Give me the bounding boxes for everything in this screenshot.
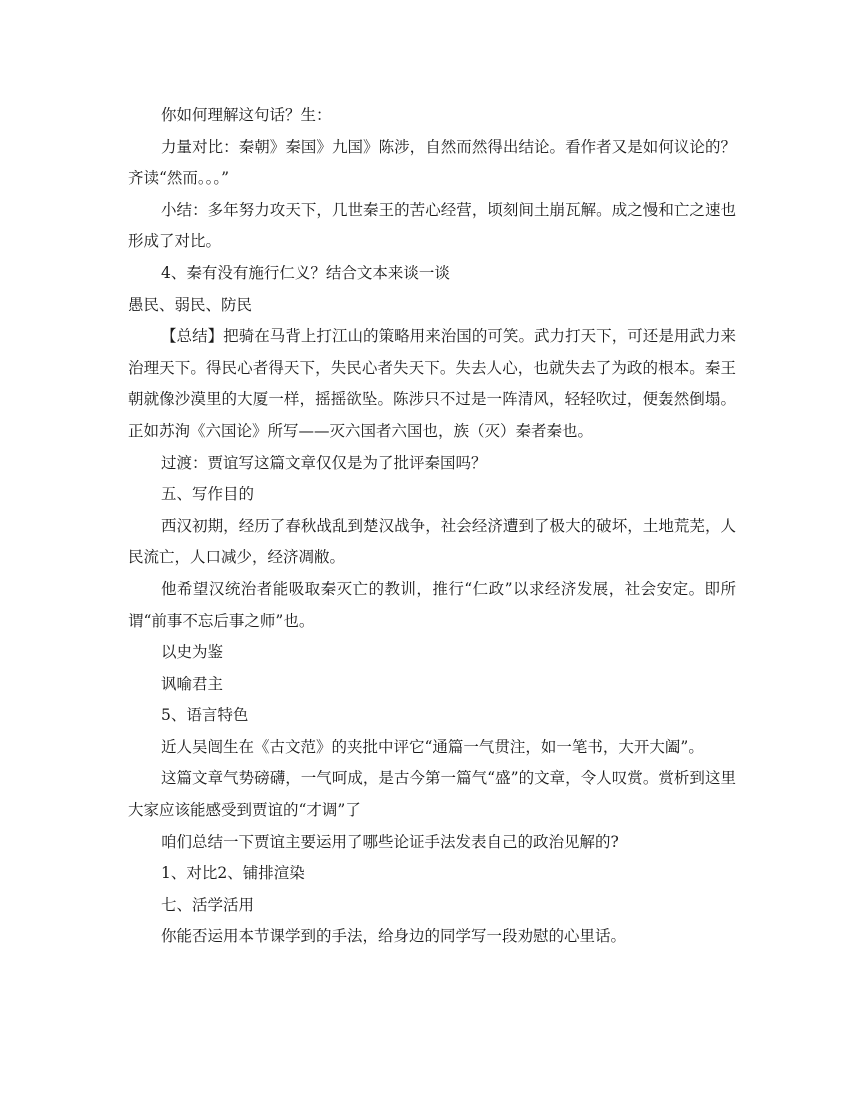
language-heading: 5、语言特色 (161, 706, 249, 725)
summary-question-paragraph: 咱们总结一下贾谊主要运用了哪些论证手法发表自己的政治见解的? (161, 832, 619, 851)
summary-paragraph: 小结：多年努力攻天下，几世秦王的苦心经营，顷刻间土崩瓦解。成之慢和亡之速也形成了对比。 (128, 200, 736, 251)
transition-paragraph: 过渡：贾谊写这篇文章仅仅是为了批评秦国吗？ (161, 453, 487, 472)
purpose-point-1: 以史为鉴 (161, 643, 224, 662)
document-body (128, 100, 736, 953)
conclusion-paragraph: 【总结】把骑在马背上打江山的策略用来治国的可笑。武力打天下，可还是用武力来治理天下。得民心者得天下，失民心者失天下。失去人心，也就失去了为政的根本。秦王朝就像沙漠里的大厦一样，摇摇欲坠。陈涉只不过是一阵清风，轻轻吹过，便轰然倒塌。正如苏洵《六国论》所写——灭六国者六国也，族（灭）秦者秦也。 (128, 327, 736, 440)
techniques-line: 1、对比2、铺排渲染 (161, 864, 305, 883)
section-4-heading: 4、秦有没有施行仁义？结合文本来谈一谈 (161, 263, 450, 282)
critic-quote-paragraph: 近人吴闿生在《古文范》的夹批中评它“通篇一气贯注，如一笔书，大开大阖”。 (161, 737, 704, 756)
power-comparison-paragraph: 力量对比：秦朝》秦国》九国》陈涉，自然而然得出结论。看作者又是如何议论的？齐读“然而。。。” (128, 137, 736, 188)
purpose-point-2: 讽喻君主 (161, 674, 224, 693)
appreciation-paragraph: 这篇文章气势磅礴，一气呵成，是古今第一篇气“盛”的文章，令人叹赏。赏析到这里大家应该能感受到贾谊的“才调”了 (128, 769, 736, 820)
policy-list-line: 愚民、弱民、防民 (128, 295, 253, 314)
section-7-heading: 七、活学活用 (161, 895, 255, 914)
purpose-paragraph: 他希望汉统治者能吸取秦灭亡的教训，推行“仁政”以求经济发展，社会安定。即所谓“前事不忘后事之师”也。 (128, 579, 736, 630)
exercise-paragraph: 你能否运用本节课学到的手法，给身边的同学写一段劝慰的心里话。 (161, 927, 627, 946)
section-5-heading: 五、写作目的 (161, 485, 255, 504)
question-paragraph: 你如何理解这句话？生： (161, 106, 332, 124)
background-paragraph: 西汉初期，经历了春秋战乱到楚汉战争，社会经济遭到了极大的破坏，土地荒芜，人民流亡，人口减少，经济凋敝。 (128, 516, 736, 567)
